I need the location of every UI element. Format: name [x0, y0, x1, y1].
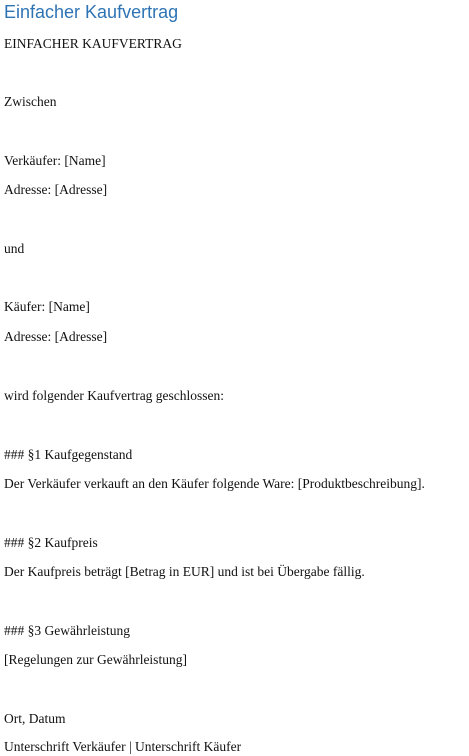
section-heading: ### §2 Kaufpreis [4, 535, 98, 550]
seller-address: Adresse: [Adresse] [4, 182, 108, 197]
place-date: Ort, Datum [4, 711, 66, 726]
section-body: Der Kaufpreis beträgt [Betrag in EUR] und ist bei Übergabe fällig. [4, 564, 365, 579]
contract-heading: EINFACHER KAUFVERTRAG [4, 36, 182, 51]
contract-intro: wird folgender Kaufvertrag geschlossen: [4, 388, 225, 403]
section-body: [Regelungen zur Gewährleistung] [4, 652, 187, 667]
and-text: und [4, 241, 25, 256]
buyer-address: Adresse: [Adresse] [4, 329, 108, 344]
section-body: Der Verkäufer verkauft an den Käufer folgende Ware: [Produktbeschreibung]. [4, 476, 425, 491]
seller-name: Verkäufer: [Name] [4, 153, 106, 168]
signature-line: Unterschrift Verkäufer | Unterschrift Käufer [4, 739, 242, 754]
buyer-name: Käufer: [Name] [4, 299, 90, 314]
document-title: Einfacher Kaufvertrag [4, 2, 179, 22]
section-heading: ### §3 Gewährleistung [4, 623, 130, 638]
section-heading: ### §1 Kaufgegenstand [4, 447, 133, 462]
between-text: Zwischen [4, 94, 57, 109]
